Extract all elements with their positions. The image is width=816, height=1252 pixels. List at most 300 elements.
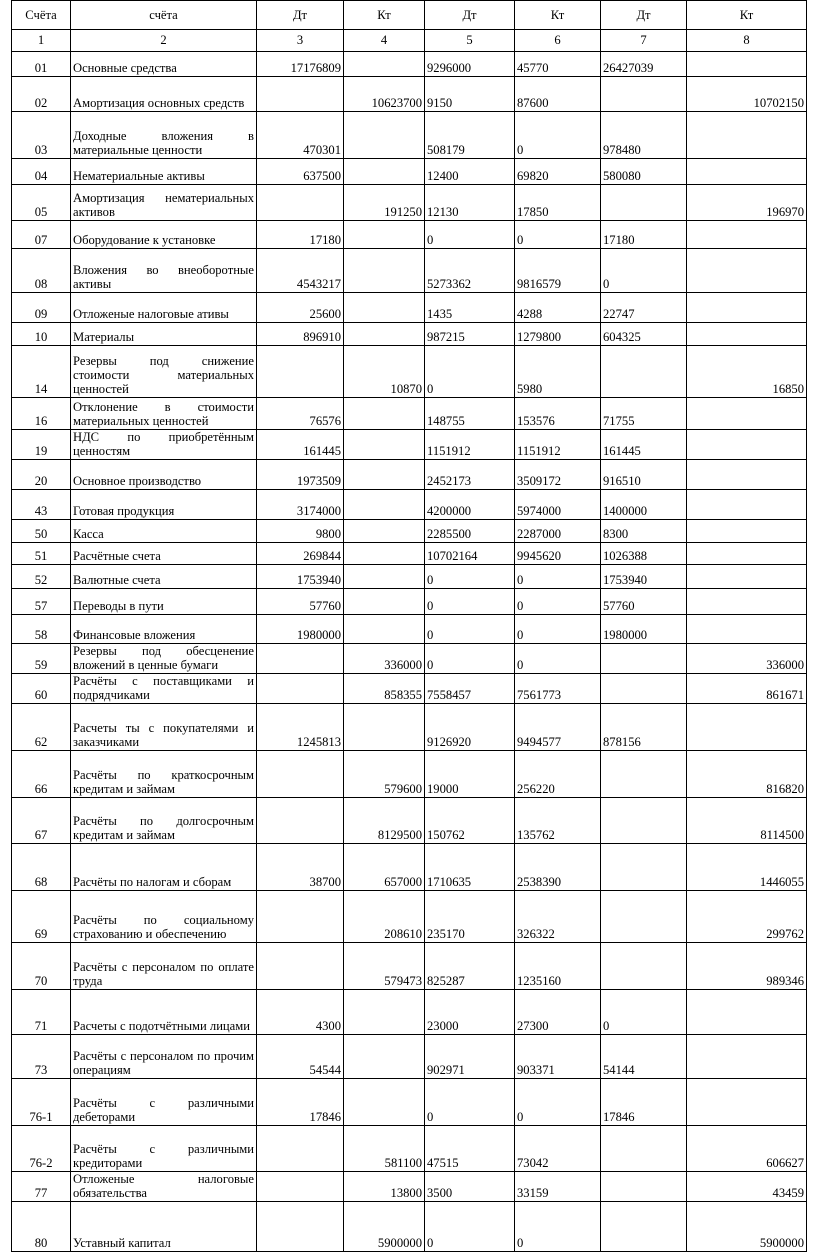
- account-name: Финансовые вложения: [71, 615, 257, 644]
- account-name: Расчёты с различными кредиторами: [71, 1126, 257, 1172]
- turnover-credit: 69820: [515, 159, 601, 185]
- closing-debit: [601, 943, 687, 990]
- closing-credit: 43459: [687, 1172, 807, 1202]
- turnover-credit: 0: [515, 589, 601, 615]
- closing-debit: [601, 1172, 687, 1202]
- column-number: 7: [601, 30, 687, 52]
- account-number: 52: [12, 565, 71, 589]
- table-row: [12, 1035, 807, 1079]
- opening-credit: 579473: [344, 943, 425, 990]
- table-row: [12, 185, 807, 221]
- column-number: 8: [687, 30, 807, 52]
- closing-debit: [601, 798, 687, 844]
- turnover-debit: 0: [425, 1079, 515, 1126]
- table-row: [12, 704, 807, 751]
- account-number: 77: [12, 1172, 71, 1202]
- opening-credit: [344, 520, 425, 543]
- table-row: [12, 1202, 807, 1252]
- closing-debit: [601, 185, 687, 221]
- account-name: Доходные вложения в материальные ценности: [71, 112, 257, 159]
- account-number: 70: [12, 943, 71, 990]
- closing-credit: [687, 460, 807, 490]
- account-name: Расчёты с персоналом по прочим операциям: [71, 1035, 257, 1079]
- header-cell: Кт: [344, 1, 425, 30]
- closing-credit: [687, 589, 807, 615]
- turnover-debit: 5273362: [425, 249, 515, 293]
- opening-credit: [344, 990, 425, 1035]
- account-name: Расчеты с подотчётными лицами: [71, 990, 257, 1035]
- table-row: [12, 990, 807, 1035]
- header-cell: Кт: [515, 1, 601, 30]
- closing-credit: 299762: [687, 891, 807, 943]
- closing-credit: [687, 565, 807, 589]
- opening-debit: 17846: [257, 1079, 344, 1126]
- opening-debit: 161445: [257, 430, 344, 460]
- closing-credit: 10702150: [687, 77, 807, 112]
- opening-credit: [344, 490, 425, 520]
- table-row: [12, 460, 807, 490]
- opening-debit: [257, 1172, 344, 1202]
- account-name: Расчёты с поставщиками и подрядчиками: [71, 674, 257, 704]
- closing-debit: 17180: [601, 221, 687, 249]
- opening-debit: 17176809: [257, 52, 344, 77]
- closing-debit: 878156: [601, 704, 687, 751]
- opening-debit: 1973509: [257, 460, 344, 490]
- closing-credit: [687, 249, 807, 293]
- table-row: [12, 844, 807, 891]
- account-number: 05: [12, 185, 71, 221]
- opening-credit: [344, 589, 425, 615]
- header-row: [12, 1, 807, 30]
- column-number-row: [12, 30, 807, 52]
- opening-credit: [344, 1035, 425, 1079]
- opening-credit: 8129500: [344, 798, 425, 844]
- account-number: 71: [12, 990, 71, 1035]
- opening-debit: 637500: [257, 159, 344, 185]
- account-name: Расчеты ты с покупателями и заказчиками: [71, 704, 257, 751]
- account-number: 60: [12, 674, 71, 704]
- opening-credit: 657000: [344, 844, 425, 891]
- account-name: Отложеные налоговые обязательства: [71, 1172, 257, 1202]
- turnover-credit: 0: [515, 1202, 601, 1252]
- opening-credit: [344, 615, 425, 644]
- closing-credit: 16850: [687, 346, 807, 398]
- account-number: 57: [12, 589, 71, 615]
- turnover-debit: 47515: [425, 1126, 515, 1172]
- account-name: Основное производство: [71, 460, 257, 490]
- opening-credit: [344, 460, 425, 490]
- column-number: 2: [71, 30, 257, 52]
- opening-debit: [257, 891, 344, 943]
- turnover-debit: 2452173: [425, 460, 515, 490]
- account-number: 02: [12, 77, 71, 112]
- table-row: [12, 159, 807, 185]
- table-row: [12, 751, 807, 798]
- account-name: Резервы под обесценение вложений в ценные бумаги: [71, 644, 257, 674]
- opening-credit: 336000: [344, 644, 425, 674]
- turnover-credit: 45770: [515, 52, 601, 77]
- opening-debit: 25600: [257, 293, 344, 323]
- closing-credit: 1446055: [687, 844, 807, 891]
- turnover-credit: 135762: [515, 798, 601, 844]
- closing-credit: [687, 221, 807, 249]
- opening-debit: 9800: [257, 520, 344, 543]
- closing-debit: 54144: [601, 1035, 687, 1079]
- turnover-credit: 0: [515, 112, 601, 159]
- closing-debit: [601, 751, 687, 798]
- opening-debit: 1980000: [257, 615, 344, 644]
- turnover-debit: 1710635: [425, 844, 515, 891]
- table-row: [12, 293, 807, 323]
- account-number: 68: [12, 844, 71, 891]
- closing-debit: 1400000: [601, 490, 687, 520]
- table-row: [12, 112, 807, 159]
- table-row: [12, 943, 807, 990]
- account-number: 51: [12, 543, 71, 565]
- turnover-credit: 153576: [515, 398, 601, 430]
- closing-debit: 22747: [601, 293, 687, 323]
- opening-credit: 10870: [344, 346, 425, 398]
- account-name: Нематериальные активы: [71, 159, 257, 185]
- account-name: Касса: [71, 520, 257, 543]
- turnover-debit: 0: [425, 565, 515, 589]
- closing-debit: 26427039: [601, 52, 687, 77]
- turnover-debit: 9150: [425, 77, 515, 112]
- opening-debit: [257, 943, 344, 990]
- table-row: [12, 1079, 807, 1126]
- table-row: [12, 543, 807, 565]
- turnover-debit: 10702164: [425, 543, 515, 565]
- account-name: Валютные счета: [71, 565, 257, 589]
- closing-credit: 861671: [687, 674, 807, 704]
- column-number: 4: [344, 30, 425, 52]
- account-name: Отклонение в стоимости материальных ценностей: [71, 398, 257, 430]
- balance-sheet: [11, 0, 806, 1252]
- header-cell: Дт: [257, 1, 344, 30]
- table-row: [12, 589, 807, 615]
- closing-debit: [601, 644, 687, 674]
- account-name: Основные средства: [71, 52, 257, 77]
- opening-credit: [344, 430, 425, 460]
- closing-credit: [687, 615, 807, 644]
- turnover-credit: 0: [515, 615, 601, 644]
- account-name: Амортизация нематериальных активов: [71, 185, 257, 221]
- turnover-debit: 902971: [425, 1035, 515, 1079]
- account-name: Расчёты по долгосрочным кредитам и займам: [71, 798, 257, 844]
- opening-credit: [344, 159, 425, 185]
- column-number: 5: [425, 30, 515, 52]
- account-name: Расчёты с персоналом по оплате труда: [71, 943, 257, 990]
- account-number: 04: [12, 159, 71, 185]
- account-number: 67: [12, 798, 71, 844]
- opening-credit: [344, 1079, 425, 1126]
- closing-debit: 161445: [601, 430, 687, 460]
- opening-debit: [257, 1126, 344, 1172]
- closing-debit: 1753940: [601, 565, 687, 589]
- account-number: 76-2: [12, 1126, 71, 1172]
- turnover-debit: 825287: [425, 943, 515, 990]
- opening-credit: [344, 221, 425, 249]
- closing-credit: 8114500: [687, 798, 807, 844]
- turnover-credit: 33159: [515, 1172, 601, 1202]
- turnover-debit: 12400: [425, 159, 515, 185]
- table-row: [12, 615, 807, 644]
- opening-credit: 10623700: [344, 77, 425, 112]
- turnover-credit: 17850: [515, 185, 601, 221]
- closing-credit: [687, 293, 807, 323]
- opening-debit: [257, 1202, 344, 1252]
- closing-credit: 336000: [687, 644, 807, 674]
- closing-debit: [601, 844, 687, 891]
- opening-debit: 470301: [257, 112, 344, 159]
- account-name: Оборудование к установке: [71, 221, 257, 249]
- turnover-credit: 9816579: [515, 249, 601, 293]
- table-row: [12, 565, 807, 589]
- opening-credit: [344, 704, 425, 751]
- turnover-debit: 148755: [425, 398, 515, 430]
- opening-debit: 1753940: [257, 565, 344, 589]
- closing-debit: 1980000: [601, 615, 687, 644]
- account-number: 14: [12, 346, 71, 398]
- table-row: [12, 77, 807, 112]
- closing-credit: [687, 1035, 807, 1079]
- account-number: 19: [12, 430, 71, 460]
- account-name: НДС по приобретённым ценностям: [71, 430, 257, 460]
- account-name: Переводы в пути: [71, 589, 257, 615]
- turnover-credit: 5974000: [515, 490, 601, 520]
- closing-debit: 916510: [601, 460, 687, 490]
- opening-credit: [344, 323, 425, 346]
- table-row: [12, 398, 807, 430]
- account-name: Расчёты по краткосрочным кредитам и займам: [71, 751, 257, 798]
- account-number: 69: [12, 891, 71, 943]
- turnover-credit: 0: [515, 1079, 601, 1126]
- opening-credit: 579600: [344, 751, 425, 798]
- column-number: 1: [12, 30, 71, 52]
- turnover-debit: 150762: [425, 798, 515, 844]
- accounts-table: [11, 0, 807, 1252]
- closing-credit: [687, 323, 807, 346]
- opening-credit: [344, 52, 425, 77]
- turnover-debit: 0: [425, 615, 515, 644]
- closing-credit: 606627: [687, 1126, 807, 1172]
- opening-debit: [257, 644, 344, 674]
- turnover-credit: 1151912: [515, 430, 601, 460]
- table-row: [12, 644, 807, 674]
- closing-debit: 17846: [601, 1079, 687, 1126]
- opening-debit: 54544: [257, 1035, 344, 1079]
- table-row: [12, 891, 807, 943]
- opening-debit: [257, 798, 344, 844]
- account-name: Расчёты с различными дебеторами: [71, 1079, 257, 1126]
- turnover-debit: 0: [425, 346, 515, 398]
- turnover-credit: 0: [515, 644, 601, 674]
- turnover-credit: 3509172: [515, 460, 601, 490]
- closing-credit: 196970: [687, 185, 807, 221]
- turnover-credit: 2287000: [515, 520, 601, 543]
- closing-debit: [601, 1202, 687, 1252]
- turnover-debit: 7558457: [425, 674, 515, 704]
- table-row: [12, 430, 807, 460]
- turnover-credit: 1279800: [515, 323, 601, 346]
- column-number: 6: [515, 30, 601, 52]
- opening-debit: 38700: [257, 844, 344, 891]
- account-number: 43: [12, 490, 71, 520]
- closing-credit: [687, 112, 807, 159]
- account-number: 07: [12, 221, 71, 249]
- account-number: 16: [12, 398, 71, 430]
- opening-credit: 191250: [344, 185, 425, 221]
- table-row: [12, 221, 807, 249]
- table-row: [12, 798, 807, 844]
- turnover-debit: 9126920: [425, 704, 515, 751]
- turnover-debit: 508179: [425, 112, 515, 159]
- turnover-credit: 0: [515, 221, 601, 249]
- account-number: 50: [12, 520, 71, 543]
- account-name: Резервы под снижение стоимости материальных ценностей: [71, 346, 257, 398]
- closing-debit: 1026388: [601, 543, 687, 565]
- turnover-credit: 0: [515, 565, 601, 589]
- turnover-credit: 9494577: [515, 704, 601, 751]
- account-number: 10: [12, 323, 71, 346]
- account-name: Материалы: [71, 323, 257, 346]
- closing-credit: 816820: [687, 751, 807, 798]
- closing-debit: [601, 1126, 687, 1172]
- opening-credit: [344, 565, 425, 589]
- closing-debit: 604325: [601, 323, 687, 346]
- closing-debit: 57760: [601, 589, 687, 615]
- turnover-debit: 0: [425, 644, 515, 674]
- opening-debit: 76576: [257, 398, 344, 430]
- opening-debit: 4300: [257, 990, 344, 1035]
- account-number: 20: [12, 460, 71, 490]
- turnover-debit: 0: [425, 221, 515, 249]
- opening-debit: 57760: [257, 589, 344, 615]
- turnover-credit: 256220: [515, 751, 601, 798]
- opening-debit: 4543217: [257, 249, 344, 293]
- table-row: [12, 1126, 807, 1172]
- header-cell: Кт: [687, 1, 807, 30]
- opening-credit: [344, 249, 425, 293]
- opening-credit: [344, 112, 425, 159]
- account-number: 73: [12, 1035, 71, 1079]
- closing-credit: [687, 543, 807, 565]
- closing-debit: 71755: [601, 398, 687, 430]
- account-number: 80: [12, 1202, 71, 1252]
- turnover-credit: 73042: [515, 1126, 601, 1172]
- closing-debit: [601, 674, 687, 704]
- account-name: Расчётные счета: [71, 543, 257, 565]
- closing-debit: [601, 77, 687, 112]
- account-number: 66: [12, 751, 71, 798]
- opening-credit: 13800: [344, 1172, 425, 1202]
- opening-debit: 3174000: [257, 490, 344, 520]
- column-number: 3: [257, 30, 344, 52]
- turnover-debit: 235170: [425, 891, 515, 943]
- closing-credit: [687, 52, 807, 77]
- turnover-credit: 903371: [515, 1035, 601, 1079]
- account-name: Амортизация основных средств: [71, 77, 257, 112]
- turnover-credit: 5980: [515, 346, 601, 398]
- account-name: Расчёты по налогам и сборам: [71, 844, 257, 891]
- turnover-debit: 1151912: [425, 430, 515, 460]
- account-name: Расчёты по социальному страхованию и обеспечению: [71, 891, 257, 943]
- closing-credit: 5900000: [687, 1202, 807, 1252]
- opening-credit: 581100: [344, 1126, 425, 1172]
- account-number: 03: [12, 112, 71, 159]
- turnover-credit: 1235160: [515, 943, 601, 990]
- turnover-credit: 4288: [515, 293, 601, 323]
- account-name: Отложеные налоговые ативы: [71, 293, 257, 323]
- account-number: 58: [12, 615, 71, 644]
- account-number: 76-1: [12, 1079, 71, 1126]
- opening-credit: 5900000: [344, 1202, 425, 1252]
- closing-credit: [687, 490, 807, 520]
- account-number: 59: [12, 644, 71, 674]
- turnover-debit: 19000: [425, 751, 515, 798]
- account-number: 01: [12, 52, 71, 77]
- opening-debit: 896910: [257, 323, 344, 346]
- account-number: 08: [12, 249, 71, 293]
- turnover-credit: 87600: [515, 77, 601, 112]
- closing-debit: 8300: [601, 520, 687, 543]
- table-row: [12, 1172, 807, 1202]
- closing-credit: [687, 1079, 807, 1126]
- header-cell: счёта: [71, 1, 257, 30]
- opening-credit: 208610: [344, 891, 425, 943]
- turnover-debit: 0: [425, 1202, 515, 1252]
- turnover-debit: 4200000: [425, 490, 515, 520]
- turnover-debit: 23000: [425, 990, 515, 1035]
- table-row: [12, 520, 807, 543]
- turnover-debit: 2285500: [425, 520, 515, 543]
- opening-debit: 1245813: [257, 704, 344, 751]
- closing-debit: [601, 346, 687, 398]
- table-row: [12, 249, 807, 293]
- closing-credit: [687, 990, 807, 1035]
- table-row: [12, 346, 807, 398]
- header-cell: Дт: [425, 1, 515, 30]
- turnover-debit: 987215: [425, 323, 515, 346]
- turnover-credit: 326322: [515, 891, 601, 943]
- closing-debit: [601, 891, 687, 943]
- account-number: 09: [12, 293, 71, 323]
- closing-debit: 580080: [601, 159, 687, 185]
- closing-debit: 978480: [601, 112, 687, 159]
- closing-credit: [687, 398, 807, 430]
- turnover-debit: 1435: [425, 293, 515, 323]
- account-name: Готовая продукция: [71, 490, 257, 520]
- opening-debit: [257, 751, 344, 798]
- turnover-credit: 2538390: [515, 844, 601, 891]
- turnover-debit: 3500: [425, 1172, 515, 1202]
- header-cell: Счёта: [12, 1, 71, 30]
- closing-credit: [687, 159, 807, 185]
- turnover-debit: 9296000: [425, 52, 515, 77]
- opening-debit: [257, 185, 344, 221]
- turnover-credit: 27300: [515, 990, 601, 1035]
- closing-debit: 0: [601, 990, 687, 1035]
- closing-debit: 0: [601, 249, 687, 293]
- closing-credit: 989346: [687, 943, 807, 990]
- opening-credit: [344, 293, 425, 323]
- table-row: [12, 52, 807, 77]
- opening-debit: [257, 77, 344, 112]
- opening-credit: 858355: [344, 674, 425, 704]
- closing-credit: [687, 430, 807, 460]
- opening-debit: [257, 346, 344, 398]
- table-row: [12, 674, 807, 704]
